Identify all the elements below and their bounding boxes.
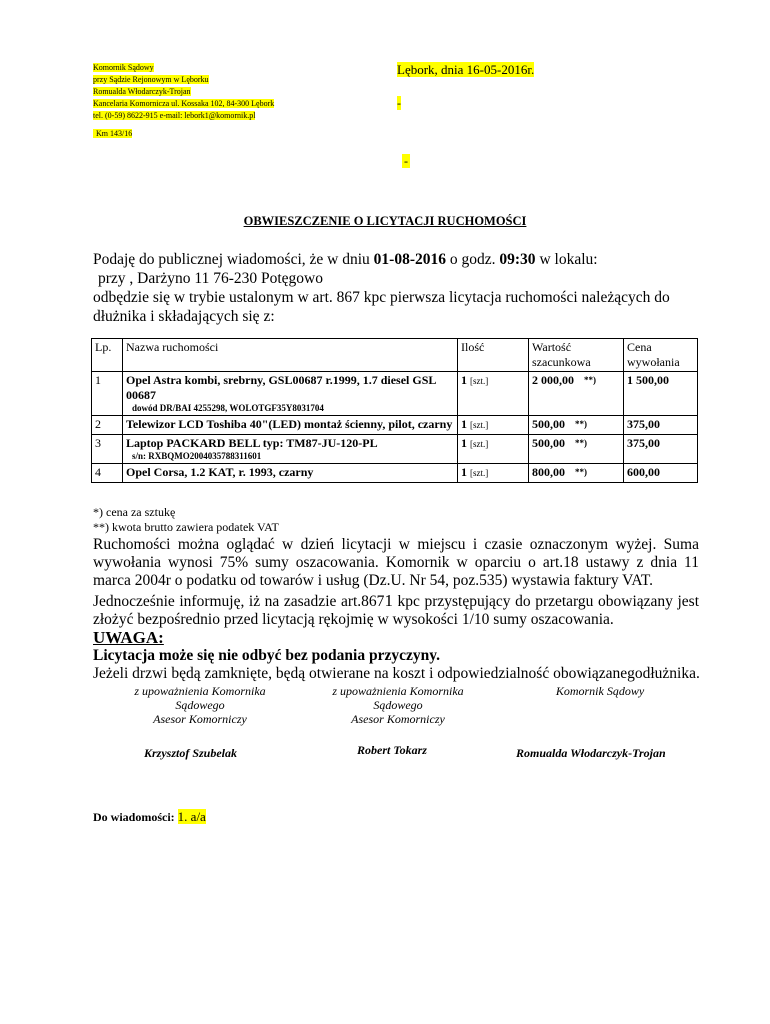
table-row xyxy=(92,464,698,483)
document-title: OBWIESZCZENIE O LICYTACJI RUCHOMOŚCI xyxy=(243,214,527,228)
closing-line: Jeżeli drzwi będą zamknięte, będą otwierane na koszt i odpowiedzialność obowiązanegodłużnika. xyxy=(93,665,700,682)
place-date: Lębork, dnia 16-05-2016r. xyxy=(397,62,535,77)
footnotes xyxy=(93,505,279,535)
body-paragraph-1: Ruchomości można oglądać w dzień licytacji w miejscu i czasie oznaczonym wyżej. Suma wywołania wynosi 75% sumy oszacowania. Komornik w oparciu o art.18 ustawy z dnia 11 marca 2004r o podatku od towarów i usług (Dz.U. Nr 54, poz.535) wystawia faktury VAT. xyxy=(93,536,699,589)
row-qty: 1 [szt.] xyxy=(458,372,529,416)
signature-block-2: z upoważnienia Komornika Sądowego Asesor Komorniczy xyxy=(332,684,464,726)
signature-name-2: Robert Tokarz xyxy=(357,743,427,757)
body-text xyxy=(93,536,699,683)
row-qty: 1 [szt.] xyxy=(458,435,529,464)
row-qty: 1 [szt.] xyxy=(458,464,529,483)
distribution-note xyxy=(93,809,206,825)
row-value: 800,00 **) xyxy=(529,464,624,483)
intro-line3: odbędzie się w trybie ustalonym w art. 867 kpc pierwsza licytacja ruchomości należących do xyxy=(93,289,670,306)
row-lp: 2 xyxy=(92,416,123,435)
intro-paragraph xyxy=(93,250,693,326)
intro-part3: w lokalu: xyxy=(539,251,598,268)
warning-heading: UWAGA: xyxy=(93,628,164,647)
footnote-1: *) cena za sztukę xyxy=(93,505,176,519)
row-lp: 4 xyxy=(92,464,123,483)
auction-time: 09:30 xyxy=(499,251,536,268)
dash-mark-1: - xyxy=(397,96,401,110)
signature-block-3: Komornik Sądowy xyxy=(555,684,645,698)
intro-part2: o godz. xyxy=(449,251,496,268)
row-lp: 3 xyxy=(92,435,123,464)
row-price: 1 500,00 xyxy=(624,372,698,416)
distribution-value: 1. a/a xyxy=(177,809,206,824)
row-value: 500,00 **) xyxy=(529,416,624,435)
row-price: 375,00 xyxy=(624,416,698,435)
table-row xyxy=(92,372,698,416)
issuer-line-4: Kancelaria Komornicza ul. Kossaka 102, 84-300 Lębork xyxy=(93,99,275,108)
auction-date: 01-08-2016 xyxy=(373,251,446,268)
row-value: 500,00 **) xyxy=(529,435,624,464)
row-sub: dowód DR/BAI 4255298, WOLOTGF35Y8031704 xyxy=(132,403,324,413)
issuer-line-3: Romualda Włodarczyk-Trojan xyxy=(93,87,191,96)
header-lp: Lp. xyxy=(92,339,123,372)
issuer-block xyxy=(93,62,353,140)
dash-mark-2: - xyxy=(404,154,408,168)
table-row xyxy=(92,435,698,464)
row-name: Telewizor LCD Toshiba 40"(LED) montaż ścienny, pilot, czarny xyxy=(123,416,458,435)
row-value: 2 000,00 **) xyxy=(529,372,624,416)
signature-name-1: Krzysztof Szubelak xyxy=(144,746,238,760)
header-value: Wartość szacunkowa xyxy=(529,339,624,372)
issuer-line-2: przy Sądzie Rejonowym w Lęborku xyxy=(93,75,209,84)
row-lp: 1 xyxy=(92,372,123,416)
header-name: Nazwa ruchomości xyxy=(123,339,458,372)
warning-line: Licytacja może się nie odbyć bez podania przyczyny. xyxy=(93,647,440,664)
row-name: Opel Corsa, 1.2 KAT, r. 1993, czarny xyxy=(123,464,458,483)
body-paragraph-2: Jednocześnie informuję, iż na zasadzie art.8671 kpc przystępujący do przetargu obowiązany jest złożyć bezpośrednio przed licytacją rękojmię w wysokości 1/10 sumy oszacowania. xyxy=(93,591,700,628)
footnote-2: **) kwota brutto zawiera podatek VAT xyxy=(93,520,279,534)
distribution-label: Do wiadomości: xyxy=(93,810,175,824)
header-qty: Ilość xyxy=(458,339,529,372)
row-name: Opel Astra kombi, srebrny, GSL00687 r.1999, 1.7 diesel GSL 00687 dowód DR/BAI 4255298, WOLOTGF35Y8031704 xyxy=(123,372,458,416)
row-price: 600,00 xyxy=(624,464,698,483)
table-header-row xyxy=(92,339,698,372)
row-sub: s/n: RXBQMO2004035788311601 xyxy=(132,451,262,461)
header-price: Cena wywołania xyxy=(624,339,698,372)
table-row xyxy=(92,416,698,435)
signature-block-1: z upoważnienia Komornika Sądowego Asesor Komorniczy xyxy=(134,684,266,726)
intro-part1: Podaję do publicznej wiadomości, że w dniu xyxy=(93,251,370,268)
intro-line4: dłużnika i składających się z: xyxy=(93,308,275,325)
row-qty: 1 [szt.] xyxy=(458,416,529,435)
case-number: Km 143/16 xyxy=(93,129,132,138)
row-name: Laptop PACKARD BELL typ: TM87-JU-120-PL s/n: RXBQMO2004035788311601 xyxy=(123,435,458,464)
signature-name-3: Romualda Włodarczyk-Trojan xyxy=(516,746,666,760)
auction-location: przy , Darżyno 11 76-230 Potęgowo xyxy=(98,270,323,287)
items-table xyxy=(91,338,698,483)
issuer-line-1: Komornik Sądowy xyxy=(93,63,154,72)
issuer-line-5: tel. (0-59) 8622-915 e-mail: lebork1@komornik.pl xyxy=(93,111,256,120)
row-price: 375,00 xyxy=(624,435,698,464)
